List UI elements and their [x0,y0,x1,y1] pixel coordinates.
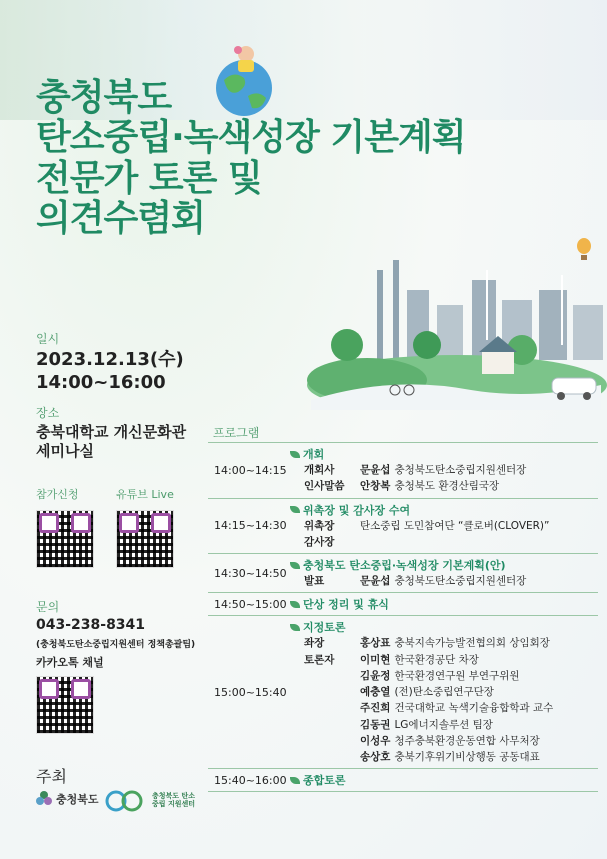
venue-section [36,404,186,461]
host-org-1: 충청북도 [56,793,99,806]
contact-label: 문의 [36,600,60,614]
contact-section [36,598,195,734]
person-desc: 충북기후위기비상행동 공동대표 [394,751,540,764]
venue-line-1: 충북대학교 개신문화관 [36,423,187,441]
person-name: 김윤정 [360,669,391,682]
leaf-icon [290,624,300,631]
session-title: 위촉장 및 감사장 수여 [303,503,411,517]
program-time: 14:15~14:30 [214,519,287,533]
session-title: 개회 [303,448,325,461]
venue-label: 장소 [36,406,60,420]
person-name: 이성우 [360,734,391,747]
role: 좌장 [304,637,325,650]
session-title: 단상 정리 및 휴식 [303,598,389,612]
person-desc: 한국환경공단 차장 [394,653,479,666]
leaf-icon [290,562,300,569]
role [290,700,360,716]
date-value: 2023.12.13(수) [36,349,184,370]
youtube-label: 유튜브 Live [116,488,174,501]
links-section [36,486,174,568]
program-time: 14:50~15:00 [214,597,287,611]
person-desc: 충청북도탄소중립지원센터장 [394,464,527,476]
person-name: 안창복 [360,480,391,493]
apply-label: 참가신청 [36,488,79,501]
person-desc: 충청북도탄소중립지원센터장 [394,575,527,588]
person-desc: 한국환경연구원 부연구위원 [394,669,520,682]
title-line-3: 전문가 토론 및 [36,157,262,199]
role: 발표 [304,575,325,588]
person-name: 이미현 [360,653,391,666]
role [290,733,360,749]
program-label: 프로그램 [213,426,260,440]
person-desc: 충청북도 환경산림국장 [394,480,500,493]
program-table [208,442,598,792]
program-time: 14:30~14:50 [214,566,287,580]
program-row [208,499,598,555]
title-block [36,78,466,239]
program-row [208,769,598,792]
program-row [208,593,598,616]
role [290,749,360,765]
session-title: 지정토론 [303,621,346,635]
leaf-icon [290,601,300,608]
person-name: 문윤섭 [360,575,391,588]
person-desc: 탄소중립 도민참여단 “클로버(CLOVER)” [360,519,550,532]
title-line-2: 탄소중립·녹색성장 기본계획 [36,117,466,159]
venue-line-2: 세미나실 [36,441,94,460]
host-org-chungbuk [36,790,99,808]
program-time: 15:40~16:00 [214,773,287,787]
host-label: 주최 [36,767,67,786]
eco-city-illustration [307,250,607,410]
role: 감사장 [304,535,335,548]
program-row [208,554,598,593]
person-desc: 충북지속가능발전협의회 상임회장 [394,637,550,650]
person-desc: (전)탄소중립연구단장 [394,686,494,699]
role [290,684,360,700]
contact-phone: 043-238-8341 [36,617,146,633]
session-title: 충청북도 탄소중립·녹색성장 기본계획(안) [303,559,506,573]
kakao-label: 카카오톡 채널 [36,655,104,669]
apply-qr-code[interactable] [36,510,94,568]
role: 인사말씀 [304,480,345,493]
role [290,668,360,684]
carbon-center-logo-icon [104,790,148,812]
program-row [208,443,598,499]
title-line-4: 의견수렴회 [36,197,205,239]
date-label: 일시 [36,332,60,346]
person-name: 문윤섭 [360,464,391,476]
host-org-center [104,790,196,812]
chungbuk-logo-icon [36,790,52,808]
leaf-icon [290,777,300,784]
leaf-icon [290,506,300,513]
title-line-1: 충청북도 [36,77,172,118]
role: 토론자 [304,653,335,666]
contact-team: (충청북도탄소중립지원센터 정책총괄팀) [36,639,196,650]
leaf-icon [290,451,300,458]
kakao-qr-code[interactable] [36,676,94,734]
person-name: 예충열 [360,686,391,699]
youtube-qr-code[interactable] [116,510,174,568]
person-name: 홍상표 [360,637,391,650]
role: 위촉장 [304,519,335,532]
date-section [36,330,184,394]
person-desc: LG에너지솔루션 팀장 [394,718,493,731]
program-row [208,616,598,769]
time-value: 14:00~16:00 [36,371,166,393]
person-name: 김동권 [360,718,391,731]
role: 개회사 [304,464,335,476]
role [290,717,360,733]
person-desc: 건국대학교 녹색기술융합학과 교수 [394,702,554,715]
person-name: 송상호 [360,751,391,764]
program-time: 14:00~14:15 [214,463,287,477]
program-time: 15:00~15:40 [214,685,287,699]
person-desc: 청주충북환경운동연합 사무처장 [394,734,540,747]
session-title: 종합토론 [303,774,346,788]
host-org-2: 충청북도 탄소중립 지원센터 [152,792,196,808]
person-name: 주진희 [360,702,391,715]
